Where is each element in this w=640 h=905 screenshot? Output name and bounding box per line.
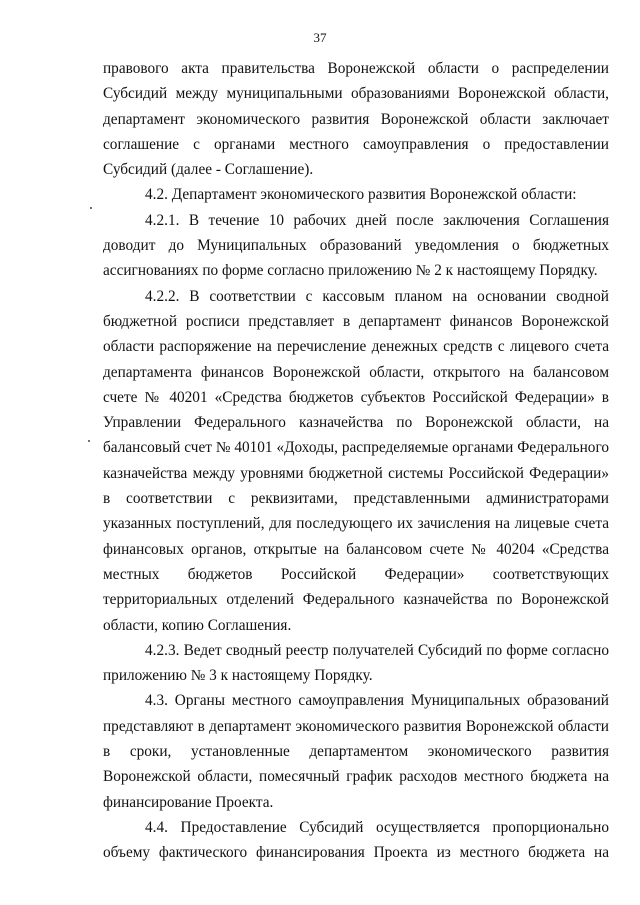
paragraph-4-2-1	[103, 208, 609, 284]
text-line: Субсидий (далее - Соглашение).	[103, 161, 314, 179]
text-line: департамента финансов Воронежской области, открытого на балансовом	[103, 363, 609, 381]
scan-speck	[88, 440, 90, 442]
text-line: правового акта правительства Воронежской области о распределении	[103, 60, 609, 77]
text-line: 4.3. Органы местного самоуправления Муниципальных образований	[145, 692, 609, 710]
text-line: бюджетной росписи представляет в департамент финансов Воронежской	[103, 312, 609, 330]
paragraph-4-2-2	[103, 284, 609, 638]
text-line: Управлении Федерального казначейства по Воронежской области, на	[103, 414, 609, 432]
text-line: Воронежской области, помесячный график расходов местного бюджета на	[103, 768, 609, 786]
paragraph-4-4	[103, 815, 609, 866]
text-line: приложению № 3 к настоящему Порядку.	[103, 667, 373, 685]
text-line: финансовых органов, открытые на балансовом счете № 40204 «Средства	[103, 540, 609, 558]
text-line: области распоряжение на перечисление денежных средств с лицевого счета	[103, 338, 609, 356]
paragraph-4-3	[103, 688, 609, 814]
text-line: 4.2.2. В соответствии с кассовым планом на основании сводной	[145, 287, 609, 305]
paragraph-4-2-3	[103, 638, 609, 689]
paragraph-4-2-heading	[103, 182, 609, 207]
text-line: счете № 40201 «Средства бюджетов субъектов Российской Федерации» в	[103, 388, 609, 406]
text-line: Субсидий между муниципальными образованиями Воронежской области,	[103, 85, 609, 103]
text-line: представляют в департамент экономического развития Воронежской области	[103, 717, 609, 735]
text-line: объему фактического финансирования Проекта из местного бюджета на	[103, 844, 609, 862]
text-line: доводит до Муниципальных образований уведомления о бюджетных	[103, 237, 609, 255]
text-line: финансирование Проекта.	[103, 793, 274, 811]
text-line: казначейства между уровнями бюджетной системы Российской Федерации»	[103, 464, 609, 482]
text-line: соглашение с органами местного самоуправления о предоставлении	[103, 135, 609, 153]
text-line: местных бюджетов Российской Федерации» соответствующих	[103, 565, 609, 583]
page-number: 37	[313, 30, 327, 45]
text-line: 4.4. Предоставление Субсидий осуществляется пропорционально	[145, 818, 609, 836]
paragraph-agreement-conclusion	[103, 56, 609, 182]
text-line: 4.2.3. Ведет сводный реестр получателей Субсидий по форме согласно	[145, 641, 609, 659]
text-line: территориальных отделений Федерального казначейства по Воронежской	[103, 591, 609, 609]
text-line: 4.2.1. В течение 10 рабочих дней после заключения Соглашения	[145, 211, 609, 229]
text-line: указанных поступлений, для последующего их зачисления на лицевые счета	[103, 515, 609, 533]
scan-speck	[90, 207, 92, 209]
text-line: 4.2. Департамент экономического развития Воронежской области:	[145, 186, 577, 204]
text-line: ассигнованиях по форме согласно приложению № 2 к настоящему Порядку.	[103, 262, 598, 280]
text-line: балансовый счет № 40101 «Доходы, распределяемые органами Федерального	[103, 439, 609, 457]
text-line: департамент экономического развития Воронежской области заключает	[103, 110, 609, 128]
text-line: в сроки, установленные департаментом экономического развития	[103, 743, 609, 761]
text-line: области, копию Соглашения.	[103, 616, 292, 634]
text-line: в соответствии с реквизитами, представленными администраторами	[103, 490, 609, 508]
document-body	[103, 56, 609, 866]
